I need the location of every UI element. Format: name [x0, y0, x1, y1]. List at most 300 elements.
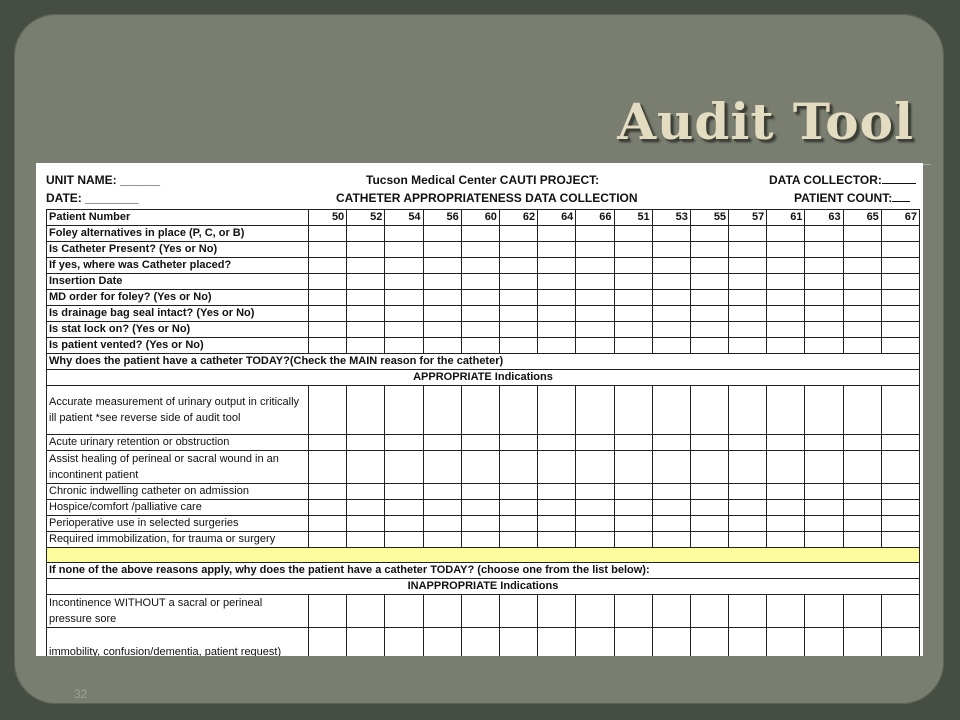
- entry-cell[interactable]: [729, 322, 767, 338]
- entry-cell[interactable]: [499, 484, 537, 500]
- entry-cell[interactable]: [576, 595, 614, 628]
- entry-cell[interactable]: [843, 306, 881, 322]
- patient-number-cell: 66: [576, 210, 614, 226]
- entry-cell[interactable]: [767, 258, 805, 274]
- entry-cell[interactable]: [652, 435, 690, 451]
- entry-cell[interactable]: [729, 258, 767, 274]
- entry-cell[interactable]: [881, 516, 919, 532]
- entry-cell[interactable]: [729, 435, 767, 451]
- entry-cell[interactable]: [614, 306, 652, 322]
- entry-cell[interactable]: [499, 322, 537, 338]
- entry-cell[interactable]: [767, 306, 805, 322]
- entry-cell[interactable]: [538, 242, 576, 258]
- question-row: [47, 242, 920, 258]
- entry-cell[interactable]: [385, 500, 423, 516]
- entry-cell[interactable]: [309, 290, 347, 306]
- entry-cell[interactable]: [881, 242, 919, 258]
- entry-cell[interactable]: [881, 322, 919, 338]
- entry-cell[interactable]: [805, 290, 843, 306]
- entry-cell[interactable]: [805, 435, 843, 451]
- entry-cell[interactable]: [576, 290, 614, 306]
- indication-row: [47, 484, 920, 500]
- entry-cell[interactable]: [499, 516, 537, 532]
- entry-cell[interactable]: [576, 500, 614, 516]
- entry-cell[interactable]: [347, 338, 385, 354]
- entry-cell[interactable]: [881, 435, 919, 451]
- entry-cell[interactable]: [690, 532, 728, 548]
- entry-cell[interactable]: [614, 595, 652, 628]
- entry-cell[interactable]: [538, 306, 576, 322]
- entry-cell[interactable]: [423, 532, 461, 548]
- entry-cell[interactable]: [652, 322, 690, 338]
- entry-cell[interactable]: [614, 435, 652, 451]
- entry-cell[interactable]: [843, 242, 881, 258]
- entry-cell[interactable]: [423, 386, 461, 435]
- entry-cell[interactable]: [729, 595, 767, 628]
- entry-cell[interactable]: [805, 226, 843, 242]
- entry-cell[interactable]: [690, 322, 728, 338]
- entry-cell[interactable]: [576, 532, 614, 548]
- entry-cell[interactable]: [309, 516, 347, 532]
- entry-cell[interactable]: [538, 338, 576, 354]
- entry-cell[interactable]: [767, 451, 805, 484]
- entry-cell[interactable]: [385, 274, 423, 290]
- patient-number-cell: 60: [461, 210, 499, 226]
- entry-cell[interactable]: [805, 451, 843, 484]
- entry-cell[interactable]: [767, 338, 805, 354]
- entry-cell[interactable]: [347, 628, 385, 657]
- entry-cell[interactable]: [576, 435, 614, 451]
- entry-cell[interactable]: [576, 306, 614, 322]
- entry-cell[interactable]: [881, 226, 919, 242]
- entry-cell[interactable]: [652, 500, 690, 516]
- entry-cell[interactable]: [347, 595, 385, 628]
- entry-cell[interactable]: [423, 226, 461, 242]
- question-row: [47, 274, 920, 290]
- entry-cell[interactable]: [652, 274, 690, 290]
- entry-cell[interactable]: [690, 338, 728, 354]
- entry-cell[interactable]: [767, 484, 805, 500]
- entry-cell[interactable]: [499, 500, 537, 516]
- entry-cell[interactable]: [881, 306, 919, 322]
- entry-cell[interactable]: [652, 338, 690, 354]
- entry-cell[interactable]: [309, 386, 347, 435]
- entry-cell[interactable]: [385, 532, 423, 548]
- entry-cell[interactable]: [499, 595, 537, 628]
- entry-cell[interactable]: [309, 322, 347, 338]
- patient-count-field: [794, 191, 910, 205]
- entry-cell[interactable]: [690, 451, 728, 484]
- question-row: [47, 226, 920, 242]
- entry-cell[interactable]: [614, 451, 652, 484]
- entry-cell[interactable]: [729, 274, 767, 290]
- entry-cell[interactable]: [385, 306, 423, 322]
- entry-cell[interactable]: [767, 226, 805, 242]
- entry-cell[interactable]: [538, 595, 576, 628]
- entry-cell[interactable]: [576, 322, 614, 338]
- entry-cell[interactable]: [614, 274, 652, 290]
- entry-cell[interactable]: [843, 322, 881, 338]
- entry-cell[interactable]: [309, 500, 347, 516]
- entry-cell[interactable]: [843, 484, 881, 500]
- entry-cell[interactable]: [423, 242, 461, 258]
- entry-cell[interactable]: [499, 290, 537, 306]
- entry-cell[interactable]: [499, 258, 537, 274]
- entry-cell[interactable]: [385, 322, 423, 338]
- entry-cell[interactable]: [309, 338, 347, 354]
- entry-cell[interactable]: [461, 516, 499, 532]
- entry-cell[interactable]: [729, 484, 767, 500]
- entry-cell[interactable]: [805, 338, 843, 354]
- entry-cell[interactable]: [538, 532, 576, 548]
- entry-cell[interactable]: [499, 226, 537, 242]
- entry-cell[interactable]: [843, 500, 881, 516]
- entry-cell[interactable]: [767, 595, 805, 628]
- entry-cell[interactable]: [805, 258, 843, 274]
- entry-cell[interactable]: [423, 484, 461, 500]
- entry-cell[interactable]: [614, 386, 652, 435]
- entry-cell[interactable]: [385, 451, 423, 484]
- entry-cell[interactable]: [881, 258, 919, 274]
- entry-cell[interactable]: [614, 500, 652, 516]
- entry-cell[interactable]: [843, 595, 881, 628]
- entry-cell[interactable]: [805, 628, 843, 657]
- entry-cell[interactable]: [538, 274, 576, 290]
- entry-cell[interactable]: [423, 290, 461, 306]
- entry-cell[interactable]: [423, 338, 461, 354]
- entry-cell[interactable]: [690, 500, 728, 516]
- appropriate-header: APPROPRIATE Indications: [47, 370, 920, 386]
- entry-cell[interactable]: [576, 242, 614, 258]
- entry-cell[interactable]: [499, 274, 537, 290]
- entry-cell[interactable]: [805, 484, 843, 500]
- entry-cell[interactable]: [347, 226, 385, 242]
- entry-cell[interactable]: [461, 451, 499, 484]
- entry-cell[interactable]: [499, 532, 537, 548]
- entry-cell[interactable]: [385, 595, 423, 628]
- entry-cell[interactable]: [423, 595, 461, 628]
- entry-cell[interactable]: [690, 516, 728, 532]
- entry-cell[interactable]: [652, 595, 690, 628]
- entry-cell[interactable]: [309, 258, 347, 274]
- entry-cell[interactable]: [690, 258, 728, 274]
- entry-cell[interactable]: [767, 628, 805, 657]
- entry-cell[interactable]: [767, 435, 805, 451]
- entry-cell[interactable]: [652, 628, 690, 657]
- entry-cell[interactable]: [652, 532, 690, 548]
- entry-cell[interactable]: [729, 500, 767, 516]
- entry-cell[interactable]: [385, 226, 423, 242]
- entry-cell[interactable]: [347, 532, 385, 548]
- entry-cell[interactable]: [690, 274, 728, 290]
- entry-cell[interactable]: [881, 595, 919, 628]
- entry-cell[interactable]: [538, 258, 576, 274]
- entry-cell[interactable]: [614, 322, 652, 338]
- entry-cell[interactable]: [538, 435, 576, 451]
- entry-cell[interactable]: [652, 290, 690, 306]
- entry-cell[interactable]: [805, 500, 843, 516]
- entry-cell[interactable]: [576, 386, 614, 435]
- entry-cell[interactable]: [614, 242, 652, 258]
- entry-cell[interactable]: [309, 595, 347, 628]
- entry-cell[interactable]: [461, 274, 499, 290]
- entry-cell[interactable]: [309, 451, 347, 484]
- entry-cell[interactable]: [423, 500, 461, 516]
- entry-cell[interactable]: [690, 484, 728, 500]
- entry-cell[interactable]: [538, 516, 576, 532]
- question-row: [47, 322, 920, 338]
- entry-cell[interactable]: [805, 386, 843, 435]
- entry-cell[interactable]: [576, 628, 614, 657]
- patient-count-label: PATIENT COUNT:: [794, 191, 893, 205]
- entry-cell[interactable]: [729, 516, 767, 532]
- entry-cell[interactable]: [385, 258, 423, 274]
- entry-cell[interactable]: [385, 242, 423, 258]
- entry-cell[interactable]: [881, 451, 919, 484]
- entry-cell[interactable]: [729, 290, 767, 306]
- entry-cell[interactable]: [614, 484, 652, 500]
- entry-cell[interactable]: [385, 386, 423, 435]
- entry-cell[interactable]: [576, 274, 614, 290]
- entry-cell[interactable]: [461, 338, 499, 354]
- entry-cell[interactable]: [309, 484, 347, 500]
- entry-cell[interactable]: [843, 386, 881, 435]
- entry-cell[interactable]: [347, 322, 385, 338]
- entry-cell[interactable]: [461, 500, 499, 516]
- entry-cell[interactable]: [767, 516, 805, 532]
- entry-cell[interactable]: [767, 532, 805, 548]
- entry-cell[interactable]: [767, 386, 805, 435]
- entry-cell[interactable]: [652, 484, 690, 500]
- entry-cell[interactable]: [729, 242, 767, 258]
- patient-number-cell: 52: [347, 210, 385, 226]
- entry-cell[interactable]: [461, 628, 499, 657]
- entry-cell[interactable]: [690, 435, 728, 451]
- entry-cell[interactable]: [576, 451, 614, 484]
- entry-cell[interactable]: [385, 484, 423, 500]
- entry-cell[interactable]: [843, 290, 881, 306]
- entry-cell[interactable]: [461, 595, 499, 628]
- entry-cell[interactable]: [690, 290, 728, 306]
- entry-cell[interactable]: [614, 290, 652, 306]
- entry-cell[interactable]: [423, 628, 461, 657]
- entry-cell[interactable]: [729, 628, 767, 657]
- entry-cell[interactable]: [309, 532, 347, 548]
- entry-cell[interactable]: [347, 500, 385, 516]
- entry-cell[interactable]: [652, 306, 690, 322]
- entry-cell[interactable]: [499, 628, 537, 657]
- entry-cell[interactable]: [767, 500, 805, 516]
- entry-cell[interactable]: [729, 226, 767, 242]
- entry-cell[interactable]: [729, 306, 767, 322]
- entry-cell[interactable]: [423, 435, 461, 451]
- entry-cell[interactable]: [461, 290, 499, 306]
- entry-cell[interactable]: [690, 595, 728, 628]
- appropriate-header-row: [47, 370, 920, 386]
- entry-cell[interactable]: [499, 386, 537, 435]
- entry-cell[interactable]: [805, 595, 843, 628]
- entry-cell[interactable]: [309, 226, 347, 242]
- question-row: [47, 290, 920, 306]
- entry-cell[interactable]: [461, 226, 499, 242]
- entry-cell[interactable]: [767, 322, 805, 338]
- entry-cell[interactable]: [461, 435, 499, 451]
- entry-cell[interactable]: [461, 306, 499, 322]
- entry-cell[interactable]: [423, 306, 461, 322]
- entry-cell[interactable]: [309, 274, 347, 290]
- entry-cell[interactable]: [614, 628, 652, 657]
- entry-cell[interactable]: [805, 532, 843, 548]
- entry-cell[interactable]: [499, 451, 537, 484]
- entry-cell[interactable]: [461, 532, 499, 548]
- entry-cell[interactable]: [385, 628, 423, 657]
- entry-cell[interactable]: [767, 274, 805, 290]
- entry-cell[interactable]: [538, 290, 576, 306]
- entry-cell[interactable]: [347, 516, 385, 532]
- entry-cell[interactable]: [309, 628, 347, 657]
- entry-cell[interactable]: [538, 500, 576, 516]
- entry-cell[interactable]: [652, 242, 690, 258]
- indication-row: [47, 595, 920, 628]
- entry-cell[interactable]: [576, 226, 614, 242]
- entry-cell[interactable]: [767, 290, 805, 306]
- entry-cell[interactable]: [881, 484, 919, 500]
- entry-cell[interactable]: [881, 386, 919, 435]
- entry-cell[interactable]: [767, 242, 805, 258]
- entry-cell[interactable]: [690, 226, 728, 242]
- entry-cell[interactable]: [347, 258, 385, 274]
- entry-cell[interactable]: [881, 532, 919, 548]
- entry-cell[interactable]: [499, 306, 537, 322]
- entry-cell[interactable]: [614, 226, 652, 242]
- entry-cell[interactable]: [461, 242, 499, 258]
- entry-cell[interactable]: [881, 628, 919, 657]
- appropriate-indication: Assist healing of perineal or sacral wound in an incontinent patient: [47, 451, 309, 484]
- entry-cell[interactable]: [538, 484, 576, 500]
- entry-cell[interactable]: [347, 435, 385, 451]
- entry-cell[interactable]: [881, 338, 919, 354]
- entry-cell[interactable]: [385, 290, 423, 306]
- appropriate-indication: Required immobilization, for trauma or surgery: [47, 532, 309, 548]
- entry-cell[interactable]: [309, 435, 347, 451]
- indication-row: [47, 628, 920, 657]
- data-collector-blank: [882, 173, 916, 184]
- entry-cell[interactable]: [385, 338, 423, 354]
- entry-cell[interactable]: [461, 258, 499, 274]
- entry-cell[interactable]: [423, 274, 461, 290]
- entry-cell[interactable]: [423, 451, 461, 484]
- entry-cell[interactable]: [881, 290, 919, 306]
- entry-cell[interactable]: [347, 242, 385, 258]
- entry-cell[interactable]: [843, 628, 881, 657]
- entry-cell[interactable]: [652, 226, 690, 242]
- entry-cell[interactable]: [309, 242, 347, 258]
- question-row: [47, 306, 920, 322]
- entry-cell[interactable]: [538, 226, 576, 242]
- entry-cell[interactable]: [843, 435, 881, 451]
- entry-cell[interactable]: [843, 258, 881, 274]
- question-label: Is patient vented? (Yes or No): [47, 338, 309, 354]
- entry-cell[interactable]: [729, 386, 767, 435]
- entry-cell[interactable]: [614, 532, 652, 548]
- entry-cell[interactable]: [881, 500, 919, 516]
- entry-cell[interactable]: [423, 322, 461, 338]
- entry-cell[interactable]: [499, 338, 537, 354]
- entry-cell[interactable]: [805, 516, 843, 532]
- entry-cell[interactable]: [690, 628, 728, 657]
- entry-cell[interactable]: [347, 306, 385, 322]
- entry-cell[interactable]: [843, 451, 881, 484]
- entry-cell[interactable]: [690, 306, 728, 322]
- entry-cell[interactable]: [576, 338, 614, 354]
- entry-cell[interactable]: [843, 274, 881, 290]
- entry-cell[interactable]: [538, 322, 576, 338]
- entry-cell[interactable]: [690, 386, 728, 435]
- entry-cell[interactable]: [652, 258, 690, 274]
- patient-number-cell: 64: [538, 210, 576, 226]
- entry-cell[interactable]: [614, 516, 652, 532]
- entry-cell[interactable]: [538, 386, 576, 435]
- entry-cell[interactable]: [309, 306, 347, 322]
- patient-number-row: [47, 210, 920, 226]
- entry-cell[interactable]: [729, 451, 767, 484]
- entry-cell[interactable]: [347, 386, 385, 435]
- entry-cell[interactable]: [652, 451, 690, 484]
- indication-row: [47, 500, 920, 516]
- entry-cell[interactable]: [385, 516, 423, 532]
- entry-cell[interactable]: [843, 338, 881, 354]
- entry-cell[interactable]: [538, 451, 576, 484]
- entry-cell[interactable]: [614, 338, 652, 354]
- entry-cell[interactable]: [385, 435, 423, 451]
- entry-cell[interactable]: [423, 258, 461, 274]
- entry-cell[interactable]: [499, 435, 537, 451]
- entry-cell[interactable]: [461, 322, 499, 338]
- entry-cell[interactable]: [614, 258, 652, 274]
- none-apply-row: [47, 563, 920, 579]
- entry-cell[interactable]: [729, 532, 767, 548]
- appropriate-indication: Hospice/comfort /palliative care: [47, 500, 309, 516]
- entry-cell[interactable]: [652, 386, 690, 435]
- form-title: Tucson Medical Center CAUTI PROJECT:: [366, 173, 600, 187]
- entry-cell[interactable]: [347, 290, 385, 306]
- entry-cell[interactable]: [347, 484, 385, 500]
- entry-cell[interactable]: [461, 386, 499, 435]
- patient-number-label: Patient Number: [47, 210, 309, 226]
- entry-cell[interactable]: [843, 532, 881, 548]
- entry-cell[interactable]: [805, 242, 843, 258]
- entry-cell[interactable]: [461, 484, 499, 500]
- entry-cell[interactable]: [805, 274, 843, 290]
- entry-cell[interactable]: [805, 322, 843, 338]
- entry-cell[interactable]: [805, 306, 843, 322]
- entry-cell[interactable]: [843, 226, 881, 242]
- entry-cell[interactable]: [576, 484, 614, 500]
- entry-cell[interactable]: [347, 451, 385, 484]
- entry-cell[interactable]: [881, 274, 919, 290]
- entry-cell[interactable]: [423, 516, 461, 532]
- entry-cell[interactable]: [843, 516, 881, 532]
- entry-cell[interactable]: [652, 516, 690, 532]
- entry-cell[interactable]: [690, 242, 728, 258]
- entry-cell[interactable]: [347, 274, 385, 290]
- entry-cell[interactable]: [499, 242, 537, 258]
- entry-cell[interactable]: [576, 516, 614, 532]
- entry-cell[interactable]: [729, 338, 767, 354]
- entry-cell[interactable]: [538, 628, 576, 657]
- entry-cell[interactable]: [576, 258, 614, 274]
- date-field: DATE: ________: [46, 191, 139, 205]
